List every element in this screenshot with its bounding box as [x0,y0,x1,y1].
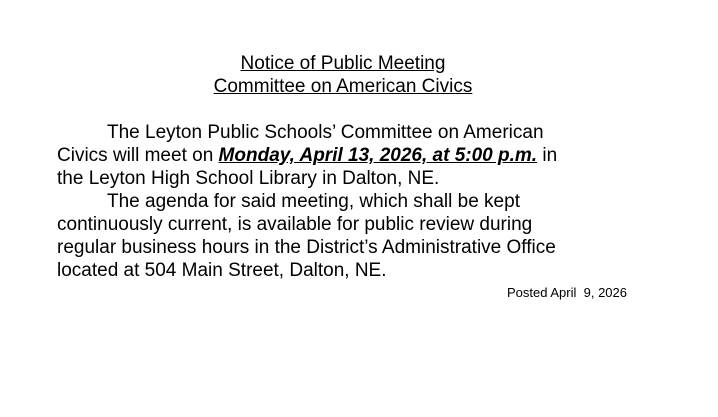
text-line: the Leyton High School Library in Dalton, NE. [57,168,440,189]
paragraph-agenda-details [57,190,629,282]
meeting-datetime-emphasis: Monday, April 13, 2026, at 5:00 p.m. [218,145,538,166]
text-line: located at 504 Main Street, Dalton, NE. [57,260,387,281]
text-run: in [537,145,558,166]
blank-line [57,98,629,121]
paragraph-meeting-details [57,121,629,190]
posted-date: Posted April 9, 2026 [507,285,627,300]
text-line: regular business hours in the District’s Administrative Office [57,237,556,258]
public-meeting-notice [57,52,629,303]
text-line: The agenda for said meeting, which shall be kept [107,191,520,212]
text-run: Civics will meet on [57,145,219,166]
text-line: continuously current, is available for public review during [57,214,533,235]
text-line [57,144,629,167]
notice-title-line2: Committee on American Civics [213,76,473,97]
notice-title-line1: Notice of Public Meeting [240,53,446,74]
text-line: The Leyton Public Schools’ Committee on American [107,122,544,143]
